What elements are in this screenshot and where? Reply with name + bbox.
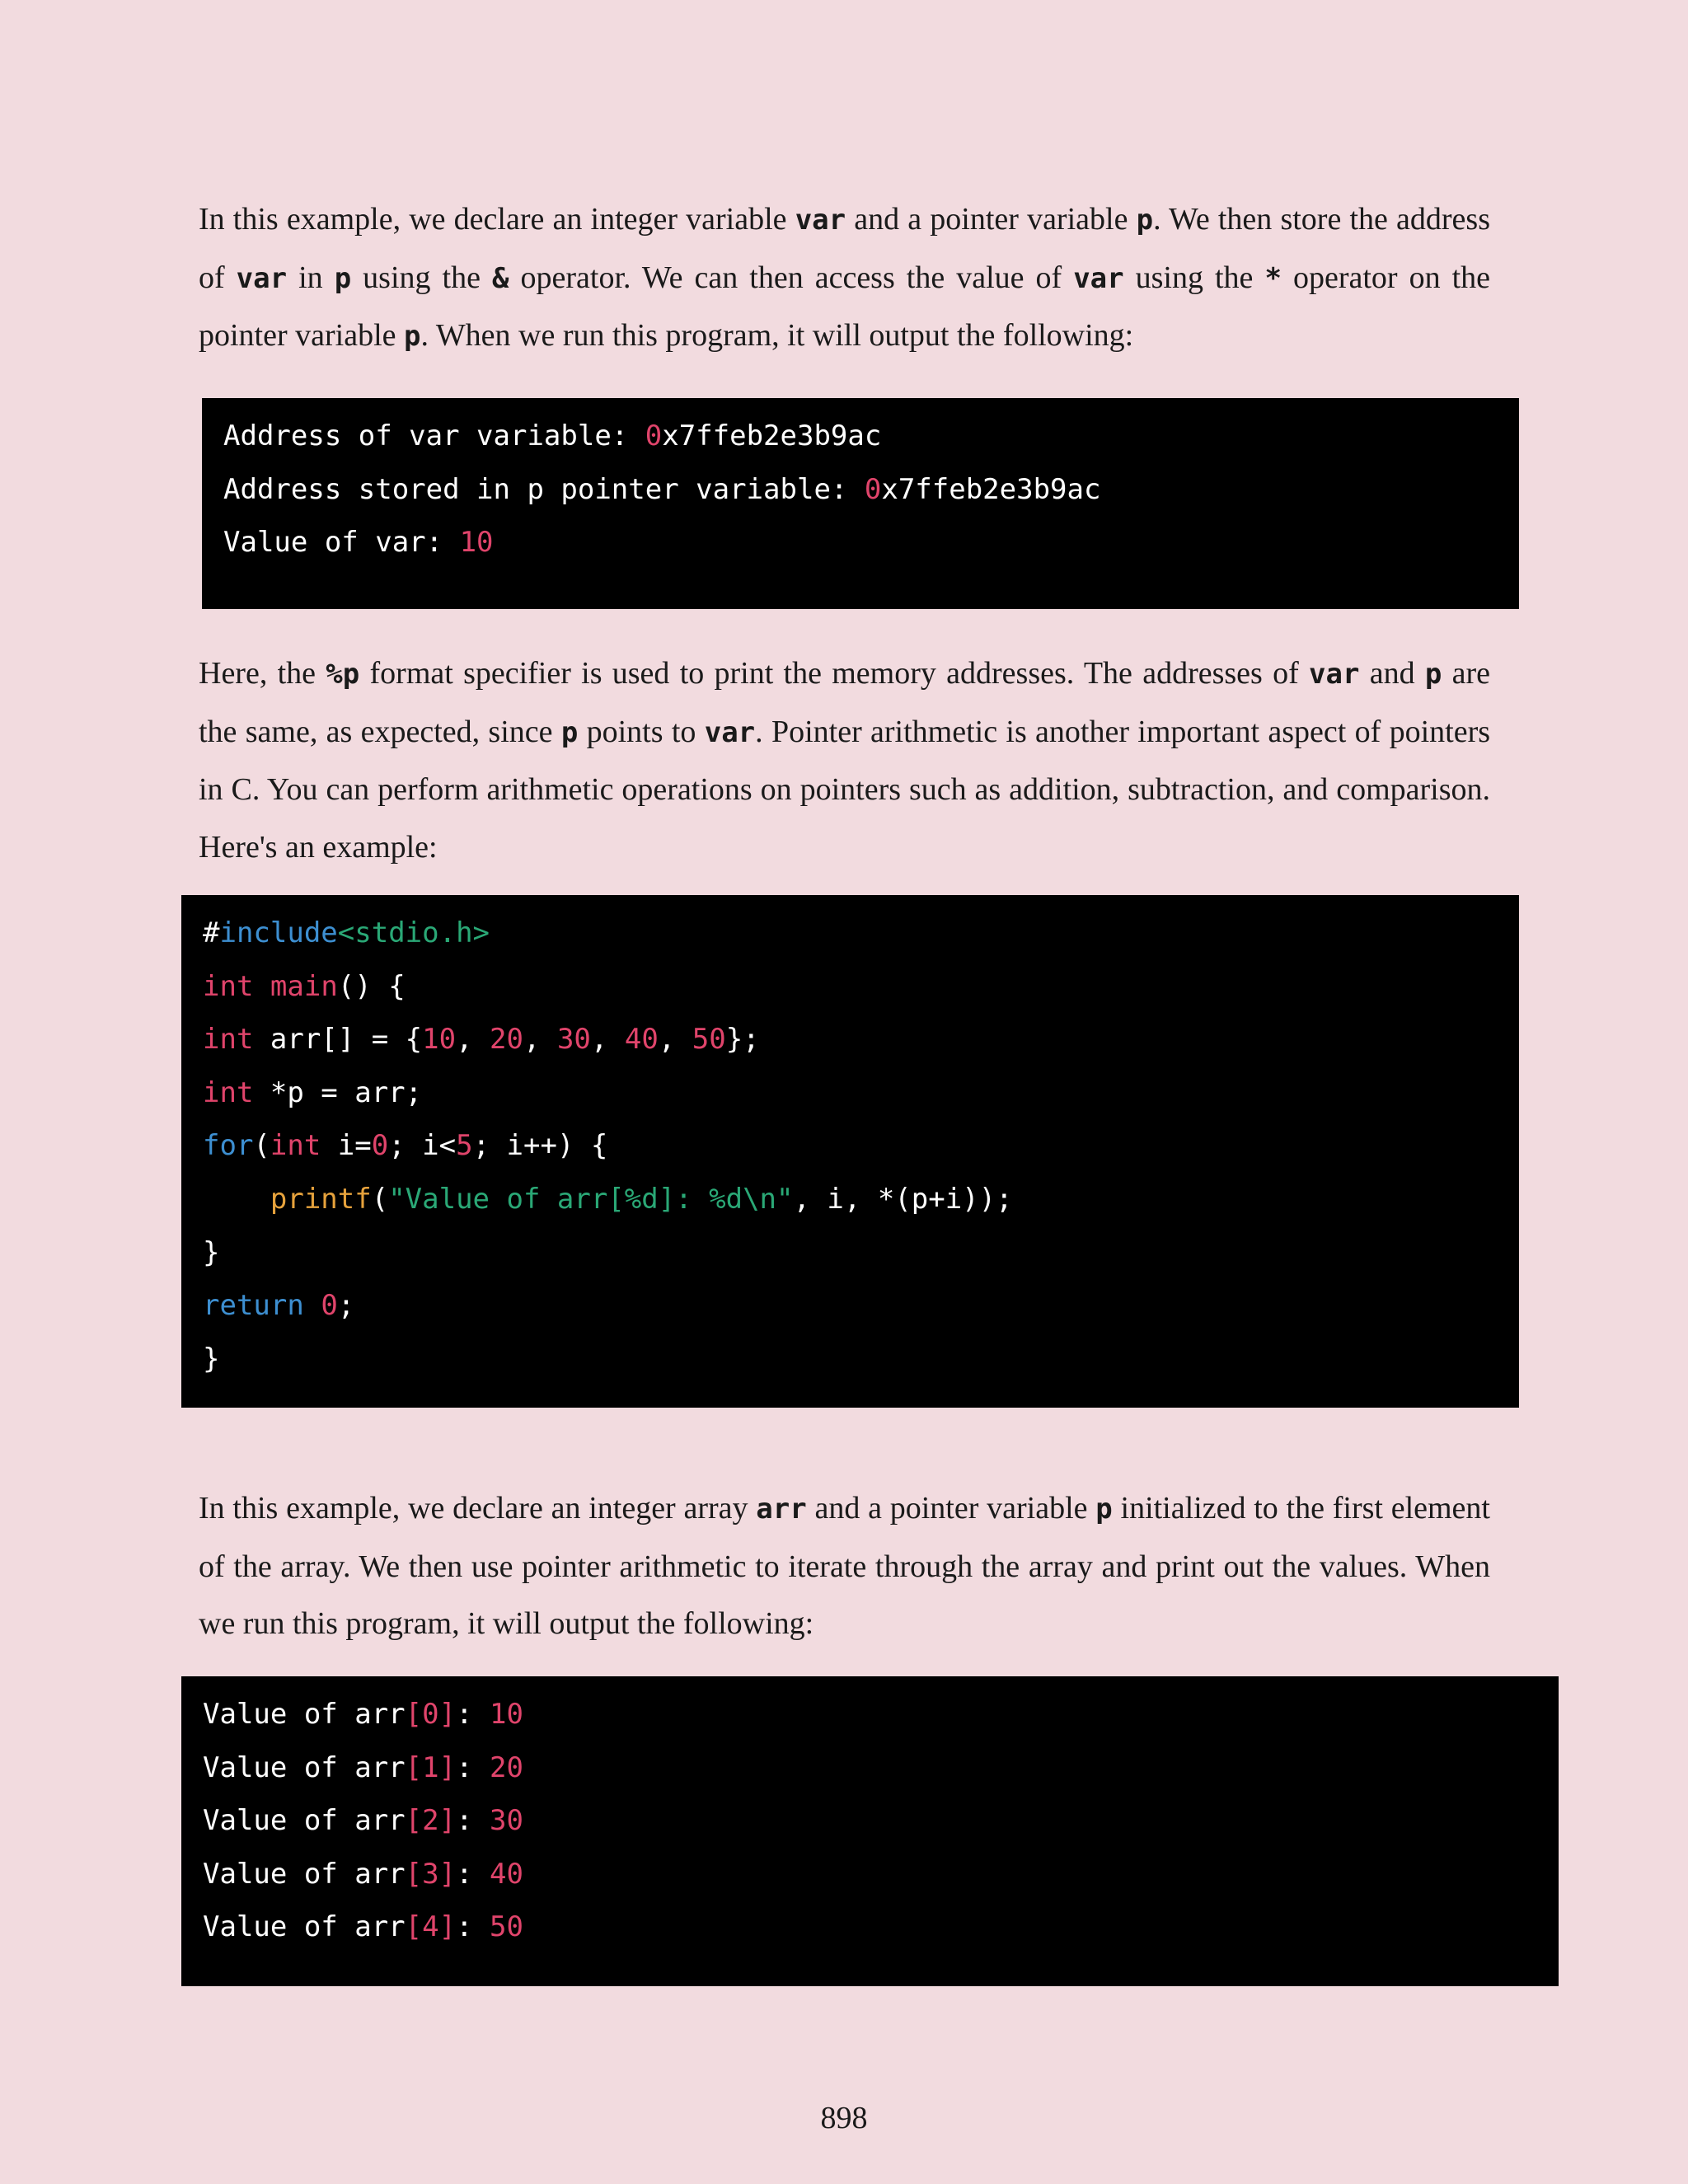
code-line xyxy=(203,960,1519,1014)
text-run: operator on the pointer variable xyxy=(199,260,1491,353)
text-run: format specifier is used to print the memory addresses. The addresses of xyxy=(359,656,1310,691)
code-token-plain: : xyxy=(456,1857,490,1891)
code-token-plain: : xyxy=(456,1804,490,1838)
code-line xyxy=(203,1173,1519,1226)
code-token-plain: , xyxy=(658,1023,692,1057)
code-token-number: main xyxy=(270,969,338,1003)
code-token-number: int xyxy=(203,1076,254,1109)
code-token-number: 40 xyxy=(490,1857,523,1891)
inline-code: var xyxy=(1309,658,1360,691)
code-token-number: 40 xyxy=(624,1023,659,1057)
code-line xyxy=(203,1688,1559,1741)
code-token-plain: x7ffeb2e3b9ac xyxy=(881,472,1101,506)
code-block-array-output xyxy=(181,1676,1559,1986)
code-token-number: 10 xyxy=(490,1698,523,1731)
code-token-number: 0 xyxy=(864,472,882,506)
code-token-plain: , xyxy=(523,1023,557,1057)
text-run: in xyxy=(287,260,335,295)
code-line xyxy=(223,516,1519,569)
text-run: Here, the xyxy=(199,656,326,691)
code-token-plain: , xyxy=(456,1023,490,1057)
code-block-address-output xyxy=(202,398,1519,609)
text-run: points to xyxy=(578,714,705,749)
code-token-plain: } xyxy=(203,1342,220,1376)
code-line xyxy=(203,1279,1519,1333)
text-run: initialized to the first element of the array. We then use pointer arithmetic to iterate through the array and print out the values. When we run this program, it will output the following: xyxy=(199,1491,1490,1641)
code-token-number: 20 xyxy=(490,1023,523,1057)
code-token-string: <stdio.h> xyxy=(337,916,490,949)
code-token-plain xyxy=(253,970,270,1003)
inline-code: var xyxy=(1073,261,1124,295)
text-run: operator. We can then access the value of xyxy=(509,260,1074,295)
code-block-pointer-arithmetic xyxy=(181,895,1519,1408)
code-token-number: 30 xyxy=(556,1023,591,1057)
code-token-number: [0] xyxy=(405,1698,457,1731)
code-token-plain: Value of var: xyxy=(223,526,460,560)
code-token-plain: , xyxy=(590,1023,625,1057)
code-token-number: [1] xyxy=(405,1750,457,1784)
inline-code: var xyxy=(704,715,756,749)
code-token-keyword: return xyxy=(203,1289,304,1323)
inline-code: p xyxy=(404,320,421,353)
inline-code: p xyxy=(334,261,352,295)
text-run: In this example, we declare an integer variable xyxy=(199,202,795,237)
code-token-number: 10 xyxy=(459,526,494,560)
code-token-plain: Value of arr xyxy=(203,1910,406,1944)
code-token-plain: Value of arr xyxy=(203,1857,406,1891)
code-token-plain: ; i++) { xyxy=(472,1129,608,1163)
code-line xyxy=(223,463,1519,517)
code-line xyxy=(203,1226,1519,1280)
text-run: . When we run this program, it will output the following: xyxy=(420,318,1134,353)
text-run: . We then store the address of xyxy=(199,202,1490,295)
code-line xyxy=(203,1119,1519,1173)
code-token-plain: x7ffeb2e3b9ac xyxy=(662,419,882,452)
code-token-plain: *p = arr; xyxy=(253,1076,423,1109)
code-token-plain xyxy=(203,1183,270,1216)
paragraph-format-specifier xyxy=(199,645,1490,876)
inline-code: p xyxy=(560,715,579,749)
code-token-plain: , i, *(p+i)); xyxy=(793,1182,1013,1216)
code-token-plain: Value of arr xyxy=(203,1750,406,1784)
inline-code: var xyxy=(795,204,846,237)
text-run: and a pointer variable xyxy=(846,202,1137,237)
code-line xyxy=(203,1741,1559,1795)
text-run: and a pointer variable xyxy=(806,1491,1096,1526)
code-token-plain: ( xyxy=(253,1129,270,1163)
code-line xyxy=(203,907,1519,960)
code-token-plain: : xyxy=(456,1910,490,1944)
text-run: and xyxy=(1359,656,1425,691)
code-token-keyword: include xyxy=(219,916,338,949)
code-token-keyword: for xyxy=(203,1129,254,1163)
code-token-plain: arr[] = { xyxy=(253,1023,423,1057)
code-token-plain: # xyxy=(203,916,220,949)
code-token-number: [3] xyxy=(405,1857,457,1891)
code-line xyxy=(203,1794,1559,1848)
code-token-plain: Value of arr xyxy=(203,1804,406,1838)
code-token-number: int xyxy=(203,1023,254,1057)
inline-code: p xyxy=(1136,204,1154,237)
code-token-function: printf xyxy=(270,1182,372,1216)
inline-code: var xyxy=(236,261,288,295)
code-token-number: 50 xyxy=(692,1023,726,1057)
code-token-plain: }; xyxy=(725,1023,760,1057)
code-token-number: 50 xyxy=(490,1910,523,1944)
text-run: In this example, we declare an integer array xyxy=(199,1491,757,1526)
text-run: using the xyxy=(351,260,492,295)
code-token-number: 0 xyxy=(321,1289,338,1323)
inline-code: & xyxy=(492,261,509,295)
code-token-number: [2] xyxy=(405,1804,457,1838)
code-token-number: 20 xyxy=(490,1750,523,1784)
text-run: are the same, as expected, since xyxy=(199,656,1490,749)
inline-code: p xyxy=(1095,1493,1113,1526)
paragraph-intro-pointer xyxy=(199,191,1490,366)
code-line xyxy=(223,410,1519,463)
code-token-plain: } xyxy=(203,1235,220,1269)
code-token-plain: Address stored in p pointer variable: xyxy=(223,472,865,506)
code-token-plain: ; i< xyxy=(388,1129,457,1163)
code-token-number: 0 xyxy=(645,419,663,452)
code-token-plain xyxy=(304,1289,321,1322)
code-line xyxy=(203,1013,1519,1066)
page-number: 898 xyxy=(820,2101,868,2135)
code-token-number: 0 xyxy=(371,1129,389,1163)
paragraph-array-explanation xyxy=(199,1480,1490,1653)
code-token-number: 10 xyxy=(422,1023,457,1057)
code-token-number: 5 xyxy=(456,1129,473,1163)
code-token-number: int xyxy=(203,969,254,1003)
inline-code: arr xyxy=(756,1493,807,1526)
code-token-number: [4] xyxy=(405,1910,457,1944)
code-line xyxy=(203,1900,1559,1954)
inline-code: * xyxy=(1264,261,1282,295)
text-run: . Pointer arithmetic is another important aspect of pointers in C. You can perform arithmetic operations on pointers such as addition, subtraction, and comparison. Here's an example: xyxy=(199,714,1491,865)
code-token-plain: i= xyxy=(321,1129,372,1163)
code-token-plain: () { xyxy=(337,969,406,1003)
code-token-plain: : xyxy=(456,1698,490,1731)
code-token-plain: ( xyxy=(371,1182,389,1216)
inline-code: %p xyxy=(326,658,360,691)
code-token-plain: ; xyxy=(337,1289,355,1323)
code-token-plain: Address of var variable: xyxy=(223,419,645,452)
code-token-plain: : xyxy=(456,1750,490,1784)
code-line xyxy=(203,1333,1519,1386)
code-token-number: int xyxy=(270,1129,321,1163)
code-token-string: "Value of arr[%d]: %d\n" xyxy=(388,1182,794,1216)
text-run: using the xyxy=(1123,260,1265,295)
code-line xyxy=(203,1066,1519,1120)
inline-code: p xyxy=(1424,658,1442,691)
code-line xyxy=(203,1848,1559,1901)
code-token-plain: Value of arr xyxy=(203,1698,406,1731)
code-token-number: 30 xyxy=(490,1804,523,1838)
